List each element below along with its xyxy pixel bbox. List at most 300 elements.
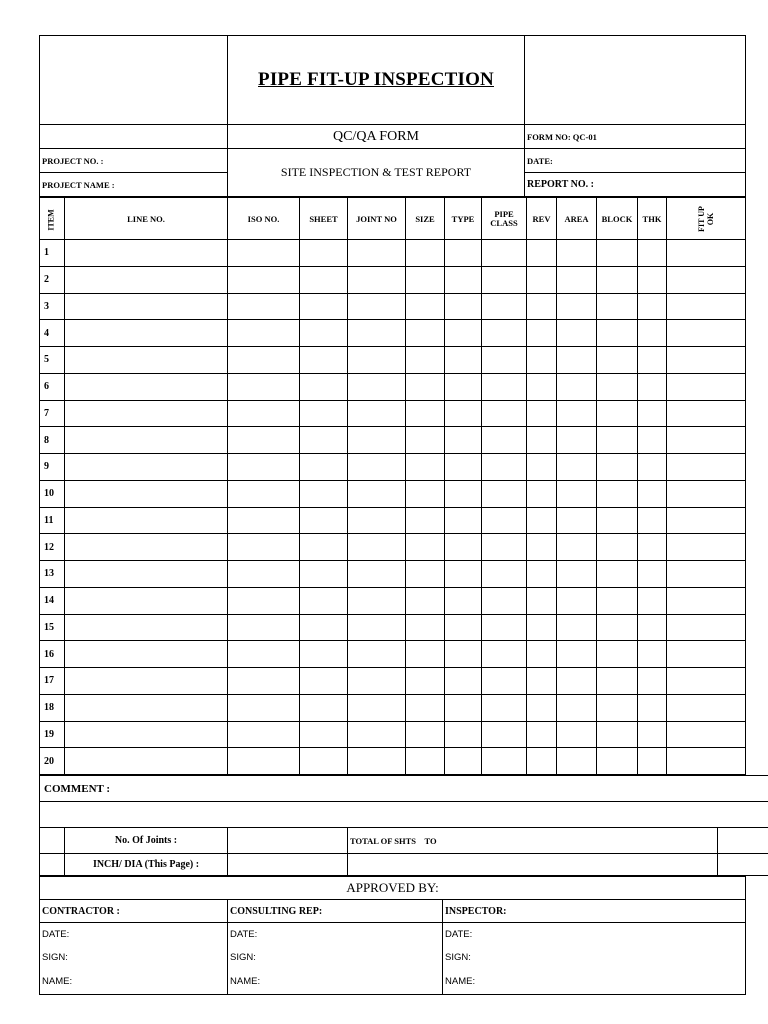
table-cell[interactable]: [65, 400, 228, 427]
table-cell[interactable]: [527, 320, 557, 347]
table-cell[interactable]: [406, 427, 445, 454]
table-cell[interactable]: [406, 614, 445, 641]
table-cell[interactable]: [482, 641, 527, 668]
table-cell[interactable]: [638, 641, 667, 668]
project-name-label: PROJECT NAME :: [40, 173, 228, 197]
table-cell[interactable]: [445, 293, 482, 320]
table-cell[interactable]: [482, 748, 527, 775]
table-cell[interactable]: [445, 534, 482, 561]
row-number: 2: [40, 266, 65, 293]
table-cell[interactable]: [228, 534, 300, 561]
table-cell[interactable]: [300, 400, 348, 427]
table-cell[interactable]: [300, 266, 348, 293]
row-number: 7: [40, 400, 65, 427]
table-cell[interactable]: [638, 454, 667, 481]
table-cell[interactable]: [406, 587, 445, 614]
table-cell[interactable]: [445, 320, 482, 347]
joints-label: No. Of Joints :: [65, 828, 228, 854]
table-cell[interactable]: [445, 587, 482, 614]
table-cell[interactable]: [228, 240, 300, 267]
col-fitup-ok: FIT UP OK: [667, 198, 746, 240]
table-cell[interactable]: [667, 694, 746, 721]
report-type: SITE INSPECTION & TEST REPORT: [228, 149, 525, 197]
table-cell[interactable]: [667, 454, 746, 481]
table-cell[interactable]: [557, 427, 597, 454]
table-cell[interactable]: [300, 587, 348, 614]
table-cell[interactable]: [557, 534, 597, 561]
table-cell[interactable]: [406, 454, 445, 481]
table-cell[interactable]: [667, 534, 746, 561]
table-cell[interactable]: [406, 561, 445, 588]
table-cell[interactable]: [65, 614, 228, 641]
table-cell[interactable]: [597, 614, 638, 641]
table-cell[interactable]: [638, 293, 667, 320]
table-cell[interactable]: [300, 373, 348, 400]
table-cell[interactable]: [228, 454, 300, 481]
table-cell[interactable]: [406, 641, 445, 668]
table-cell[interactable]: [597, 320, 638, 347]
table-cell[interactable]: [65, 748, 228, 775]
table-cell[interactable]: [638, 507, 667, 534]
table-cell[interactable]: [406, 668, 445, 695]
table-cell[interactable]: [300, 641, 348, 668]
table-cell[interactable]: [638, 721, 667, 748]
table-cell[interactable]: [65, 240, 228, 267]
table-cell[interactable]: [300, 561, 348, 588]
table-cell[interactable]: [638, 614, 667, 641]
table-cell[interactable]: [406, 240, 445, 267]
row-number: 14: [40, 587, 65, 614]
table-cell[interactable]: [300, 293, 348, 320]
table-cell[interactable]: [406, 694, 445, 721]
table-row: [40, 641, 746, 668]
table-cell[interactable]: [597, 721, 638, 748]
table-cell[interactable]: [348, 694, 406, 721]
table-cell[interactable]: [557, 454, 597, 481]
table-cell[interactable]: [638, 240, 667, 267]
table-row: [40, 561, 746, 588]
table-cell[interactable]: [228, 587, 300, 614]
table-cell[interactable]: [597, 694, 638, 721]
table-cell[interactable]: [482, 507, 527, 534]
table-cell[interactable]: [527, 721, 557, 748]
row-number: 11: [40, 507, 65, 534]
table-cell[interactable]: [597, 587, 638, 614]
table-cell[interactable]: [445, 641, 482, 668]
table-cell[interactable]: [406, 480, 445, 507]
table-cell[interactable]: [445, 614, 482, 641]
consulting-name: NAME:: [230, 976, 261, 987]
table-cell[interactable]: [482, 347, 527, 374]
table-cell[interactable]: [527, 748, 557, 775]
consulting-signoff: [228, 923, 443, 995]
form-no-label: FORM NO: QC-01: [525, 125, 746, 149]
table-cell[interactable]: [65, 347, 228, 374]
table-cell[interactable]: [638, 480, 667, 507]
table-cell[interactable]: [597, 748, 638, 775]
col-rev: REV: [527, 198, 557, 240]
table-cell[interactable]: [638, 668, 667, 695]
table-cell[interactable]: [482, 614, 527, 641]
row-number: 10: [40, 480, 65, 507]
table-row: [40, 266, 746, 293]
contractor-date: DATE:: [42, 929, 70, 940]
table-cell[interactable]: [667, 400, 746, 427]
table-cell[interactable]: [638, 373, 667, 400]
table-cell[interactable]: [527, 480, 557, 507]
table-cell[interactable]: [557, 587, 597, 614]
table-cell[interactable]: [300, 320, 348, 347]
table-cell[interactable]: [65, 721, 228, 748]
table-cell[interactable]: [482, 293, 527, 320]
table-cell[interactable]: [482, 668, 527, 695]
inspector-name: NAME:: [445, 976, 476, 987]
row-number: 4: [40, 320, 65, 347]
table-cell[interactable]: [348, 373, 406, 400]
table-cell[interactable]: [557, 347, 597, 374]
table-cell[interactable]: [348, 507, 406, 534]
table-cell[interactable]: [228, 641, 300, 668]
inch-dia-label: INCH/ DIA (This Page) :: [65, 854, 228, 876]
table-cell[interactable]: [638, 266, 667, 293]
inspector-signoff: [443, 923, 746, 995]
table-cell[interactable]: [348, 427, 406, 454]
table-row: [40, 587, 746, 614]
table-row: [40, 694, 746, 721]
table-cell[interactable]: [65, 373, 228, 400]
table-cell[interactable]: [228, 266, 300, 293]
table-cell[interactable]: [638, 534, 667, 561]
table-cell[interactable]: [557, 320, 597, 347]
table-cell[interactable]: [65, 454, 228, 481]
table-cell[interactable]: [527, 614, 557, 641]
table-cell[interactable]: [65, 266, 228, 293]
table-cell[interactable]: [527, 668, 557, 695]
table-cell[interactable]: [557, 373, 597, 400]
table-cell[interactable]: [65, 587, 228, 614]
joints-value[interactable]: [228, 828, 348, 854]
table-cell[interactable]: [406, 266, 445, 293]
logo-cell-left: [40, 36, 228, 125]
table-cell[interactable]: [557, 614, 597, 641]
table-cell[interactable]: [557, 240, 597, 267]
col-size: SIZE: [406, 198, 445, 240]
table-cell[interactable]: [348, 614, 406, 641]
table-cell[interactable]: [300, 347, 348, 374]
table-cell[interactable]: [527, 641, 557, 668]
inspector-label: INSPECTOR:: [443, 900, 746, 923]
table-cell[interactable]: [348, 454, 406, 481]
contractor-label: CONTRACTOR :: [40, 900, 228, 923]
table-cell[interactable]: [445, 347, 482, 374]
table-cell[interactable]: [300, 614, 348, 641]
table-cell[interactable]: [527, 347, 557, 374]
table-cell[interactable]: [406, 507, 445, 534]
col-item: ITEM: [40, 198, 65, 240]
inch-dia-value[interactable]: [228, 854, 348, 876]
table-cell[interactable]: [406, 320, 445, 347]
table-cell[interactable]: [597, 534, 638, 561]
table-cell[interactable]: [527, 587, 557, 614]
total-sheets: TOTAL OF SHTS TO: [348, 828, 718, 854]
consulting-sign: SIGN:: [230, 952, 256, 963]
blank-cell: [40, 828, 65, 854]
table-cell[interactable]: [228, 373, 300, 400]
table-cell[interactable]: [597, 668, 638, 695]
table-cell[interactable]: [228, 293, 300, 320]
table-cell[interactable]: [300, 480, 348, 507]
table-header-row: [40, 198, 746, 240]
table-cell[interactable]: [65, 668, 228, 695]
table-cell[interactable]: [228, 561, 300, 588]
table-cell[interactable]: [406, 373, 445, 400]
table-cell[interactable]: [406, 748, 445, 775]
table-cell[interactable]: [527, 427, 557, 454]
table-cell[interactable]: [527, 373, 557, 400]
table-cell[interactable]: [482, 454, 527, 481]
table-cell[interactable]: [300, 721, 348, 748]
contractor-sign: SIGN:: [42, 952, 68, 963]
blank-cell: [348, 854, 718, 876]
col-type: TYPE: [445, 198, 482, 240]
table-cell[interactable]: [445, 454, 482, 481]
table-cell[interactable]: [482, 587, 527, 614]
col-pipe-class: PIPE CLASS: [482, 198, 527, 240]
table-cell[interactable]: [228, 748, 300, 775]
table-cell[interactable]: [482, 240, 527, 267]
joint-table: [39, 197, 746, 775]
table-cell[interactable]: [557, 400, 597, 427]
table-cell[interactable]: [527, 534, 557, 561]
table-cell[interactable]: [348, 748, 406, 775]
table-cell[interactable]: [667, 480, 746, 507]
table-cell[interactable]: [597, 347, 638, 374]
table-cell[interactable]: [445, 266, 482, 293]
table-cell[interactable]: [348, 561, 406, 588]
table-cell[interactable]: [348, 480, 406, 507]
comment-field[interactable]: [40, 802, 768, 828]
table-cell[interactable]: [348, 668, 406, 695]
inspector-date: DATE:: [445, 929, 473, 940]
table-cell[interactable]: [406, 293, 445, 320]
table-cell[interactable]: [597, 641, 638, 668]
table-cell[interactable]: [228, 427, 300, 454]
table-cell[interactable]: [667, 427, 746, 454]
table-cell[interactable]: [527, 240, 557, 267]
table-cell[interactable]: [65, 293, 228, 320]
table-cell[interactable]: [557, 748, 597, 775]
table-cell[interactable]: [348, 293, 406, 320]
table-cell[interactable]: [527, 400, 557, 427]
approved-by-label: APPROVED BY:: [40, 877, 746, 900]
table-cell[interactable]: [65, 320, 228, 347]
table-cell[interactable]: [527, 694, 557, 721]
table-cell[interactable]: [348, 587, 406, 614]
table-cell[interactable]: [482, 400, 527, 427]
table-cell[interactable]: [300, 427, 348, 454]
table-cell[interactable]: [228, 480, 300, 507]
table-cell[interactable]: [557, 561, 597, 588]
table-cell[interactable]: [65, 694, 228, 721]
table-cell[interactable]: [445, 721, 482, 748]
table-cell[interactable]: [638, 347, 667, 374]
table-cell[interactable]: [482, 266, 527, 293]
table-cell[interactable]: [406, 347, 445, 374]
table-row: [40, 454, 746, 481]
table-row: [40, 480, 746, 507]
table-cell[interactable]: [445, 668, 482, 695]
table-cell[interactable]: [348, 721, 406, 748]
table-cell[interactable]: [557, 266, 597, 293]
table-cell[interactable]: [667, 748, 746, 775]
table-cell[interactable]: [445, 507, 482, 534]
blank-cell: [40, 854, 65, 876]
col-sheet: SHEET: [300, 198, 348, 240]
table-cell[interactable]: [482, 561, 527, 588]
table-cell[interactable]: [445, 240, 482, 267]
table-cell[interactable]: [667, 614, 746, 641]
table-cell[interactable]: [597, 454, 638, 481]
table-cell[interactable]: [445, 561, 482, 588]
table-cell[interactable]: [667, 266, 746, 293]
table-cell[interactable]: [527, 507, 557, 534]
table-cell[interactable]: [597, 400, 638, 427]
table-cell[interactable]: [228, 507, 300, 534]
table-cell[interactable]: [482, 480, 527, 507]
table-cell[interactable]: [557, 668, 597, 695]
table-cell[interactable]: [557, 694, 597, 721]
table-cell[interactable]: [300, 668, 348, 695]
col-joint-no: JOINT NO: [348, 198, 406, 240]
table-cell[interactable]: [300, 748, 348, 775]
table-cell[interactable]: [228, 320, 300, 347]
table-cell[interactable]: [445, 694, 482, 721]
table-cell[interactable]: [527, 561, 557, 588]
total-sheets-value[interactable]: [718, 828, 768, 854]
table-row: [40, 427, 746, 454]
table-cell[interactable]: [300, 694, 348, 721]
table-cell[interactable]: [348, 266, 406, 293]
table-cell[interactable]: [667, 587, 746, 614]
table-cell[interactable]: [557, 480, 597, 507]
report-no-label: REPORT NO. :: [525, 173, 746, 197]
table-cell[interactable]: [667, 507, 746, 534]
table-cell[interactable]: [348, 347, 406, 374]
table-cell[interactable]: [527, 266, 557, 293]
table-cell[interactable]: [482, 721, 527, 748]
table-cell[interactable]: [445, 427, 482, 454]
table-cell[interactable]: [482, 373, 527, 400]
table-cell[interactable]: [445, 400, 482, 427]
table-cell[interactable]: [667, 561, 746, 588]
table-cell[interactable]: [557, 293, 597, 320]
table-cell[interactable]: [638, 400, 667, 427]
table-cell[interactable]: [667, 641, 746, 668]
table-cell[interactable]: [445, 748, 482, 775]
table-cell[interactable]: [667, 668, 746, 695]
table-row: [40, 320, 746, 347]
table-cell[interactable]: [597, 373, 638, 400]
table-cell[interactable]: [300, 507, 348, 534]
table-cell[interactable]: [228, 400, 300, 427]
table-cell[interactable]: [597, 561, 638, 588]
table-cell[interactable]: [638, 561, 667, 588]
table-cell[interactable]: [597, 427, 638, 454]
table-cell[interactable]: [300, 534, 348, 561]
table-cell[interactable]: [527, 293, 557, 320]
row-number: 13: [40, 561, 65, 588]
consulting-label: CONSULTING REP:: [228, 900, 443, 923]
table-cell[interactable]: [300, 454, 348, 481]
table-cell[interactable]: [65, 480, 228, 507]
table-cell[interactable]: [65, 641, 228, 668]
table-cell[interactable]: [445, 480, 482, 507]
table-cell[interactable]: [65, 507, 228, 534]
table-cell[interactable]: [482, 320, 527, 347]
table-cell[interactable]: [597, 507, 638, 534]
table-cell[interactable]: [638, 694, 667, 721]
table-cell[interactable]: [228, 668, 300, 695]
table-row: [40, 507, 746, 534]
table-cell[interactable]: [406, 721, 445, 748]
table-cell[interactable]: [597, 480, 638, 507]
table-cell[interactable]: [228, 721, 300, 748]
table-cell[interactable]: [638, 320, 667, 347]
table-cell[interactable]: [406, 400, 445, 427]
row-number: 6: [40, 373, 65, 400]
table-cell[interactable]: [228, 347, 300, 374]
table-cell[interactable]: [557, 641, 597, 668]
table-cell[interactable]: [557, 721, 597, 748]
table-cell[interactable]: [348, 641, 406, 668]
table-cell[interactable]: [527, 454, 557, 481]
table-cell[interactable]: [667, 373, 746, 400]
table-cell[interactable]: [667, 320, 746, 347]
table-cell[interactable]: [348, 400, 406, 427]
table-cell[interactable]: [65, 427, 228, 454]
table-cell[interactable]: [65, 534, 228, 561]
table-row: [40, 668, 746, 695]
table-cell[interactable]: [667, 240, 746, 267]
table-cell[interactable]: [228, 694, 300, 721]
table-cell[interactable]: [406, 534, 445, 561]
date-label: DATE:: [525, 149, 746, 173]
table-cell[interactable]: [638, 427, 667, 454]
table-cell[interactable]: [348, 240, 406, 267]
table-cell[interactable]: [300, 240, 348, 267]
table-cell[interactable]: [667, 293, 746, 320]
table-row: [40, 400, 746, 427]
table-cell[interactable]: [348, 534, 406, 561]
table-cell[interactable]: [228, 614, 300, 641]
table-cell[interactable]: [667, 721, 746, 748]
table-cell[interactable]: [445, 373, 482, 400]
table-cell[interactable]: [65, 561, 228, 588]
table-cell[interactable]: [597, 240, 638, 267]
table-cell[interactable]: [597, 266, 638, 293]
table-cell[interactable]: [597, 293, 638, 320]
table-cell[interactable]: [667, 347, 746, 374]
blank-cell: [40, 125, 228, 149]
table-cell[interactable]: [482, 427, 527, 454]
table-cell[interactable]: [348, 320, 406, 347]
table-cell[interactable]: [638, 587, 667, 614]
table-cell[interactable]: [557, 507, 597, 534]
table-cell[interactable]: [482, 694, 527, 721]
table-cell[interactable]: [482, 534, 527, 561]
table-cell[interactable]: [638, 748, 667, 775]
consulting-date: DATE:: [230, 929, 258, 940]
